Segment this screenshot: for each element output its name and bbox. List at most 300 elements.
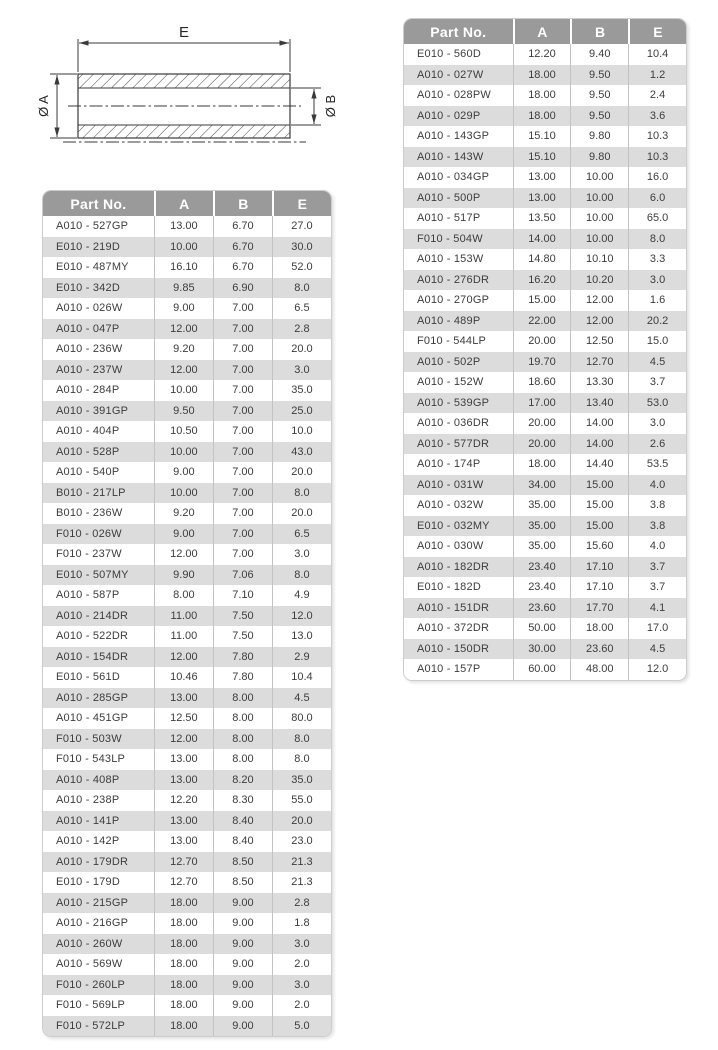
part-no-cell: A010 - 174P (417, 458, 481, 471)
table-row (404, 85, 686, 106)
table-body (404, 44, 686, 680)
table-row (404, 126, 686, 147)
value-cell: 13.00 (154, 831, 213, 852)
table-row (43, 811, 331, 832)
table-row (404, 659, 686, 680)
table-row (404, 188, 686, 209)
value-cell: 12.00 (154, 729, 213, 750)
value-cell: 12.70 (154, 852, 213, 873)
value-cell: 9.00 (154, 524, 213, 545)
dim-label-e: E (178, 24, 190, 41)
part-no-cell: A010 - 577DR (417, 437, 490, 450)
parts-table-right (403, 18, 687, 681)
value-cell: 3.7 (628, 557, 686, 578)
value-cell: 7.50 (213, 626, 272, 647)
table-row (43, 544, 331, 565)
value-cell: 15.60 (570, 536, 628, 557)
value-cell: 17.10 (570, 577, 628, 598)
value-cell: 9.50 (154, 401, 213, 422)
table-row (404, 454, 686, 475)
value-cell: 3.0 (272, 975, 331, 996)
spacer-cross-section-diagram (28, 12, 340, 164)
value-cell: 4.5 (628, 352, 686, 373)
value-cell: 23.60 (513, 598, 571, 619)
value-cell: 8.20 (213, 770, 272, 791)
value-cell: 20.00 (513, 434, 571, 455)
value-cell: 6.5 (272, 298, 331, 319)
table-row (404, 577, 686, 598)
table-row (404, 147, 686, 168)
value-cell: 15.10 (513, 126, 571, 147)
value-cell: 3.8 (628, 495, 686, 516)
value-cell: 9.80 (570, 147, 628, 168)
value-cell: 7.10 (213, 585, 272, 606)
table-row (43, 216, 331, 237)
part-no-cell: F010 - 504W (417, 232, 483, 245)
value-cell: 10.00 (570, 229, 628, 250)
part-no-cell: A010 - 214DR (56, 609, 129, 622)
value-cell: 3.8 (628, 516, 686, 537)
value-cell: 13.00 (513, 188, 571, 209)
part-no-cell: A010 - 141P (56, 814, 120, 827)
value-cell: 12.00 (154, 319, 213, 340)
part-no-cell: B010 - 217LP (56, 486, 126, 499)
value-cell: 16.20 (513, 270, 571, 291)
value-cell: 4.1 (628, 598, 686, 619)
value-cell: 20.2 (628, 311, 686, 332)
part-no-cell: A010 - 285GP (56, 691, 129, 704)
value-cell: 9.90 (154, 565, 213, 586)
table-row (43, 401, 331, 422)
value-cell: 5.0 (272, 1016, 331, 1037)
value-cell: 18.00 (154, 934, 213, 955)
value-cell: 21.3 (272, 872, 331, 893)
value-cell: 10.4 (628, 44, 686, 65)
table-row (404, 516, 686, 537)
parts-table-left (42, 190, 332, 1037)
table-body (43, 216, 331, 1036)
value-cell: 10.00 (570, 188, 628, 209)
value-cell: 9.00 (154, 298, 213, 319)
value-cell: 53.0 (628, 393, 686, 414)
value-cell: 3.3 (628, 249, 686, 270)
table-row (404, 270, 686, 291)
value-cell: 2.8 (272, 319, 331, 340)
value-cell: 2.8 (272, 893, 331, 914)
table-row (404, 331, 686, 352)
part-no-cell: A010 - 284P (56, 384, 120, 397)
table-row (43, 421, 331, 442)
value-cell: 7.00 (213, 401, 272, 422)
value-cell: 10.46 (154, 667, 213, 688)
part-no-cell: A010 - 540P (56, 466, 120, 479)
value-cell: 15.00 (570, 475, 628, 496)
value-cell: 20.00 (513, 413, 571, 434)
value-cell: 12.00 (154, 647, 213, 668)
value-cell: 3.0 (272, 360, 331, 381)
value-cell: 18.00 (154, 893, 213, 914)
part-no-cell: F010 - 260LP (56, 978, 126, 991)
table-row (43, 626, 331, 647)
value-cell: 7.00 (213, 544, 272, 565)
part-no-cell: F010 - 544LP (417, 335, 487, 348)
value-cell: 12.00 (570, 311, 628, 332)
value-cell: 7.00 (213, 360, 272, 381)
table-row (404, 167, 686, 188)
value-cell: 48.00 (570, 659, 628, 680)
value-cell: 65.0 (628, 208, 686, 229)
part-no-cell: A010 - 157P (417, 663, 481, 676)
value-cell: 55.0 (272, 790, 331, 811)
value-cell: 4.9 (272, 585, 331, 606)
value-cell: 13.00 (154, 811, 213, 832)
value-cell: 9.80 (570, 126, 628, 147)
value-cell: 30.00 (513, 639, 571, 660)
value-cell: 6.70 (213, 216, 272, 237)
part-no-cell: A010 - 260W (56, 937, 123, 950)
table-row (404, 495, 686, 516)
table-row (43, 319, 331, 340)
value-cell: 25.0 (272, 401, 331, 422)
value-cell: 18.00 (154, 954, 213, 975)
part-no-cell: A010 - 034GP (417, 171, 490, 184)
value-cell: 8.00 (213, 749, 272, 770)
table-row (43, 257, 331, 278)
value-cell: 43.0 (272, 442, 331, 463)
value-cell: 35.0 (272, 380, 331, 401)
value-cell: 12.00 (154, 544, 213, 565)
value-cell: 4.0 (628, 475, 686, 496)
table-row (404, 475, 686, 496)
value-cell: 9.00 (213, 913, 272, 934)
part-no-cell: A010 - 517P (417, 212, 481, 225)
table-row (43, 688, 331, 709)
value-cell: 23.0 (272, 831, 331, 852)
column-header: B (570, 19, 628, 44)
value-cell: 13.00 (154, 216, 213, 237)
part-no-cell: E010 - 219D (56, 240, 120, 253)
table-row (43, 380, 331, 401)
value-cell: 2.6 (628, 434, 686, 455)
value-cell: 35.00 (513, 495, 571, 516)
value-cell: 9.00 (213, 934, 272, 955)
value-cell: 8.0 (272, 749, 331, 770)
value-cell: 16.0 (628, 167, 686, 188)
value-cell: 22.00 (513, 311, 571, 332)
value-cell: 7.50 (213, 606, 272, 627)
value-cell: 13.0 (272, 626, 331, 647)
part-no-cell: E010 - 032MY (417, 519, 490, 532)
value-cell: 13.00 (154, 749, 213, 770)
table-row (43, 872, 331, 893)
value-cell: 19.70 (513, 352, 571, 373)
table-row (404, 229, 686, 250)
value-cell: 10.3 (628, 126, 686, 147)
column-header: B (213, 191, 272, 216)
value-cell: 15.00 (570, 495, 628, 516)
value-cell: 12.70 (154, 872, 213, 893)
value-cell: 52.0 (272, 257, 331, 278)
value-cell: 12.0 (272, 606, 331, 627)
value-cell: 6.70 (213, 257, 272, 278)
value-cell: 8.40 (213, 811, 272, 832)
value-cell: 27.0 (272, 216, 331, 237)
part-no-cell: A010 - 502P (417, 355, 481, 368)
part-no-cell: E010 - 561D (56, 671, 120, 684)
value-cell: 9.00 (213, 954, 272, 975)
table-row (43, 790, 331, 811)
part-no-cell: F010 - 503W (56, 732, 122, 745)
top-wall-hatch (78, 74, 290, 88)
value-cell: 7.80 (213, 647, 272, 668)
table-row (43, 585, 331, 606)
value-cell: 23.60 (570, 639, 628, 660)
part-no-cell: A010 - 026W (56, 302, 123, 315)
part-no-cell: A010 - 179DR (56, 855, 129, 868)
value-cell: 8.0 (272, 565, 331, 586)
part-no-cell: A010 - 143W (417, 150, 484, 163)
value-cell: 10.10 (570, 249, 628, 270)
value-cell: 10.3 (628, 147, 686, 168)
value-cell: 17.0 (628, 618, 686, 639)
value-cell: 10.00 (154, 442, 213, 463)
table-row (43, 565, 331, 586)
part-no-cell: A010 - 500P (417, 191, 481, 204)
value-cell: 2.0 (272, 995, 331, 1016)
value-cell: 10.00 (154, 237, 213, 258)
value-cell: 13.00 (513, 167, 571, 188)
value-cell: 12.0 (628, 659, 686, 680)
table-row (404, 65, 686, 86)
value-cell: 20.0 (272, 339, 331, 360)
value-cell: 10.00 (154, 380, 213, 401)
part-no-cell: E010 - 507MY (56, 568, 129, 581)
table-row (404, 44, 686, 65)
value-cell: 8.0 (272, 483, 331, 504)
part-no-cell: E010 - 487MY (56, 261, 129, 274)
value-cell: 8.0 (272, 729, 331, 750)
table-row (43, 770, 331, 791)
value-cell: 13.30 (570, 372, 628, 393)
part-no-cell: A010 - 215GP (56, 896, 129, 909)
value-cell: 7.00 (213, 524, 272, 545)
value-cell: 12.50 (154, 708, 213, 729)
value-cell: 50.00 (513, 618, 571, 639)
table-row (404, 639, 686, 660)
part-no-cell: A010 - 031W (417, 478, 484, 491)
part-no-cell: A010 - 030W (417, 540, 484, 553)
part-no-cell: A010 - 028PW (417, 89, 491, 102)
value-cell: 34.00 (513, 475, 571, 496)
value-cell: 14.00 (513, 229, 571, 250)
value-cell: 12.70 (570, 352, 628, 373)
table-row (404, 372, 686, 393)
part-no-cell: A010 - 036DR (417, 417, 490, 430)
value-cell: 13.00 (154, 770, 213, 791)
value-cell: 11.00 (154, 606, 213, 627)
value-cell: 10.50 (154, 421, 213, 442)
value-cell: 18.00 (154, 1016, 213, 1037)
value-cell: 14.80 (513, 249, 571, 270)
value-cell: 3.7 (628, 372, 686, 393)
part-no-cell: A010 - 404P (56, 425, 120, 438)
column-header: A (513, 19, 571, 44)
dim-label-dia-a: Ø A (36, 95, 51, 117)
value-cell: 18.00 (513, 85, 571, 106)
value-cell: 9.00 (154, 462, 213, 483)
table-row (404, 208, 686, 229)
table-row (404, 106, 686, 127)
value-cell: 2.9 (272, 647, 331, 668)
table-row (43, 237, 331, 258)
value-cell: 14.00 (570, 434, 628, 455)
table-row (43, 893, 331, 914)
value-cell: 7.80 (213, 667, 272, 688)
part-no-cell: A010 - 238P (56, 794, 120, 807)
value-cell: 7.00 (213, 421, 272, 442)
part-no-cell: A010 - 216GP (56, 917, 129, 930)
value-cell: 8.00 (213, 708, 272, 729)
value-cell: 17.70 (570, 598, 628, 619)
value-cell: 15.10 (513, 147, 571, 168)
table-row (43, 852, 331, 873)
table-row (43, 647, 331, 668)
table-row (404, 249, 686, 270)
value-cell: 23.40 (513, 577, 571, 598)
value-cell: 9.85 (154, 278, 213, 299)
part-no-cell: A010 - 032W (417, 499, 484, 512)
value-cell: 10.20 (570, 270, 628, 291)
value-cell: 15.00 (513, 290, 571, 311)
value-cell: 35.0 (272, 770, 331, 791)
value-cell: 80.0 (272, 708, 331, 729)
table-row (404, 434, 686, 455)
value-cell: 12.00 (154, 360, 213, 381)
value-cell: 7.00 (213, 503, 272, 524)
part-no-cell: A010 - 489P (417, 314, 481, 327)
value-cell: 9.40 (570, 44, 628, 65)
value-cell: 17.10 (570, 557, 628, 578)
part-no-cell: A010 - 142P (56, 835, 120, 848)
value-cell: 9.00 (213, 995, 272, 1016)
value-cell: 13.40 (570, 393, 628, 414)
value-cell: 18.00 (154, 913, 213, 934)
part-no-cell: A010 - 408P (56, 773, 120, 786)
value-cell: 18.00 (154, 975, 213, 996)
part-no-cell: A010 - 151DR (417, 601, 490, 614)
column-header: E (272, 191, 331, 216)
table-row (43, 934, 331, 955)
value-cell: 18.00 (513, 106, 571, 127)
value-cell: 10.00 (154, 483, 213, 504)
value-cell: 6.0 (628, 188, 686, 209)
bottom-wall-hatch (78, 125, 290, 138)
table-row (404, 598, 686, 619)
table-row (43, 913, 331, 934)
value-cell: 3.0 (272, 544, 331, 565)
part-no-cell: A010 - 237W (56, 363, 123, 376)
value-cell: 12.20 (154, 790, 213, 811)
value-cell: 2.4 (628, 85, 686, 106)
table-row (43, 483, 331, 504)
value-cell: 16.10 (154, 257, 213, 278)
part-no-cell: A010 - 143GP (417, 130, 490, 143)
table-row (43, 606, 331, 627)
table-row (404, 536, 686, 557)
table-row (43, 298, 331, 319)
part-no-cell: A010 - 587P (56, 589, 120, 602)
value-cell: 8.40 (213, 831, 272, 852)
value-cell: 1.6 (628, 290, 686, 311)
part-no-cell: A010 - 372DR (417, 622, 490, 635)
value-cell: 23.40 (513, 557, 571, 578)
value-cell: 9.00 (213, 893, 272, 914)
value-cell: 12.20 (513, 44, 571, 65)
value-cell: 4.5 (272, 688, 331, 709)
value-cell: 15.0 (628, 331, 686, 352)
table-row (404, 352, 686, 373)
part-no-cell: A010 - 527GP (56, 220, 129, 233)
part-no-cell: A010 - 154DR (56, 650, 129, 663)
part-no-cell: A010 - 270GP (417, 294, 490, 307)
table-row (43, 995, 331, 1016)
table-row (43, 749, 331, 770)
value-cell: 3.0 (628, 270, 686, 291)
value-cell: 7.00 (213, 319, 272, 340)
column-header: E (628, 19, 686, 44)
value-cell: 8.50 (213, 872, 272, 893)
value-cell: 7.06 (213, 565, 272, 586)
value-cell: 8.0 (628, 229, 686, 250)
value-cell: 14.40 (570, 454, 628, 475)
part-no-cell: A010 - 528P (56, 445, 120, 458)
table-row (404, 290, 686, 311)
value-cell: 20.0 (272, 811, 331, 832)
part-no-cell: A010 - 150DR (417, 642, 490, 655)
value-cell: 8.30 (213, 790, 272, 811)
value-cell: 53.5 (628, 454, 686, 475)
value-cell: 9.50 (570, 106, 628, 127)
part-no-cell: F010 - 543LP (56, 753, 126, 766)
part-no-cell: F010 - 572LP (56, 1019, 126, 1032)
value-cell: 7.00 (213, 462, 272, 483)
part-no-cell: E010 - 179D (56, 876, 120, 889)
value-cell: 20.0 (272, 462, 331, 483)
value-cell: 15.00 (570, 516, 628, 537)
table-row (43, 667, 331, 688)
table-row (404, 618, 686, 639)
value-cell: 9.50 (570, 85, 628, 106)
part-no-cell: A010 - 451GP (56, 712, 129, 725)
value-cell: 8.50 (213, 852, 272, 873)
value-cell: 9.50 (570, 65, 628, 86)
value-cell: 3.6 (628, 106, 686, 127)
value-cell: 9.20 (154, 339, 213, 360)
part-no-cell: A010 - 569W (56, 958, 123, 971)
part-no-cell: F010 - 026W (56, 527, 122, 540)
part-no-cell: A010 - 182DR (417, 560, 490, 573)
table-row (404, 311, 686, 332)
value-cell: 18.00 (154, 995, 213, 1016)
part-no-cell: A010 - 391GP (56, 404, 129, 417)
table-header (43, 191, 331, 216)
part-no-cell: E010 - 342D (56, 281, 120, 294)
value-cell: 9.00 (213, 975, 272, 996)
table-row (43, 462, 331, 483)
value-cell: 3.0 (628, 413, 686, 434)
table-row (43, 708, 331, 729)
value-cell: 9.00 (213, 1016, 272, 1037)
